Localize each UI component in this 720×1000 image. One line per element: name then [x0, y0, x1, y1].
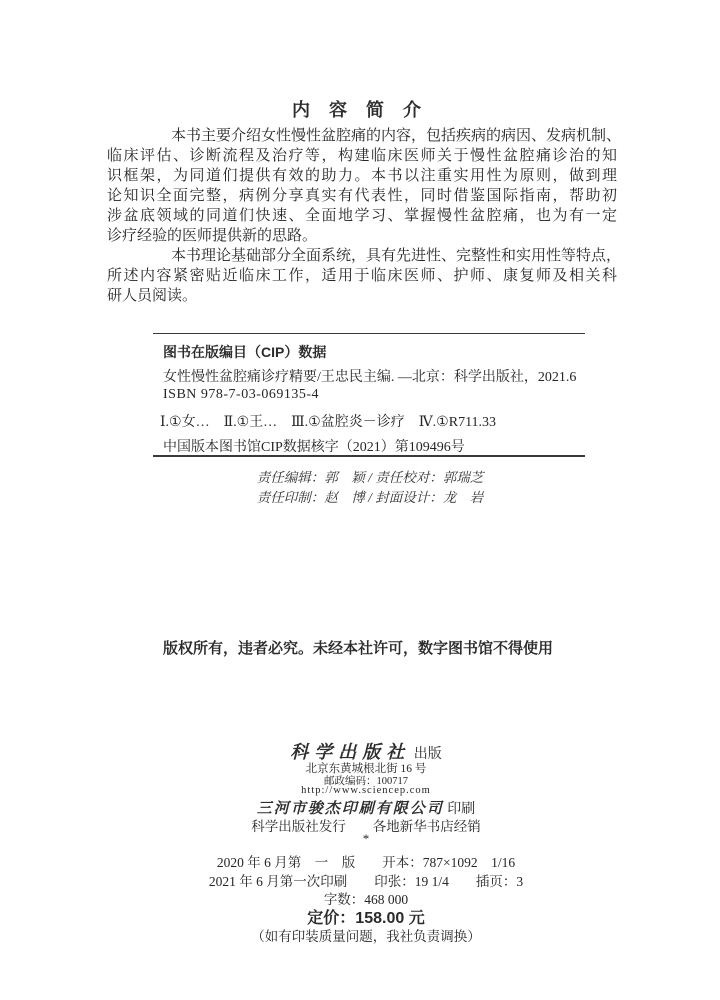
intro-line: 涉盆底领域的同道们快速、全面地学习、掌握慢性盆腔痛，也为有一定 [107, 208, 617, 224]
cip-registry-line: 中国版本图书馆CIP数据核字（2021）第109496号 [163, 440, 465, 455]
intro-line: 本书理论基础部分全面系统，具有先进性、完整性和实用性等特点， [171, 248, 622, 264]
price-line: 定价：158.00 元 [307, 910, 425, 927]
cip-isbn-line: ISBN 978-7-03-069135-4 [163, 387, 320, 402]
intro-line: 本书主要介绍女性慢性盆腔痛的内容，包括疾病的病因、发病机制、 [171, 128, 622, 144]
intro-line: 研人员阅读。 [107, 288, 198, 304]
intro-line: 论知识全面完整，病例分享真实有代表性，同时借鉴国际指南，帮助初 [107, 188, 617, 204]
separator-asterisk: * [362, 831, 370, 846]
editor-credits-line-2: 责任印制：赵 博 / 封面设计：龙 岩 [256, 490, 484, 505]
intro-line: 临床评估、诊断流程及治疗等，构建临床医师关于慢性盆腔痛诊治的知 [107, 148, 617, 164]
exchange-note: （如有印装质量问题，我社负责调换） [251, 929, 481, 944]
printer-name-script: 三河市骏杰印刷有限公司 [256, 801, 444, 817]
postal-code: 邮政编码：100717 [324, 776, 408, 787]
editor-credits-line-1: 责任编辑：郭 颖 / 责任校对：郭瑞芝 [256, 470, 484, 485]
intro-paragraphs [107, 126, 622, 306]
copyright-notice: 版权所有，违者必究。未经本社许可，数字图书馆不得使用 [162, 640, 554, 657]
distribution-line: 科学出版社发行 各地新华书店经销 [251, 819, 481, 834]
intro-title: 内 容 简 介 [291, 100, 428, 120]
printing-line: 2021 年 6 月第一次印刷 印张：19 1/4 插页：3 [208, 874, 524, 889]
edition-line: 2020 年 6 月第 一 版 开本：787×1092 1/16 [216, 855, 516, 870]
cip-header: 图书在版编目（CIP）数据 [163, 344, 327, 360]
publisher-website: http://www.sciencep.com [301, 785, 431, 796]
word-count-line: 字数：468 000 [323, 892, 409, 907]
cip-title-line: 女性慢性盆腔痛诊疗精要/王忠民主编. —北京：科学出版社，2021.6 [163, 370, 577, 385]
printer-suffix: 印刷 [443, 802, 476, 817]
cip-box-bottom-rule [153, 455, 585, 457]
publisher-address: 北京东黄城根北街 16 号 [305, 763, 427, 775]
cip-box-top-rule [153, 333, 585, 334]
intro-line: 所述内容紧密贴近临床工作，适用于临床医师、护师、康复师及相关科 [107, 268, 617, 284]
cip-classification-line: Ⅰ.①女… Ⅱ.①王… Ⅲ.①盆腔炎－诊疗 Ⅳ.①R711.33 [160, 415, 497, 430]
publisher-suffix: 出版 [410, 747, 442, 762]
publisher-name-script: 科学出版社 [290, 742, 411, 762]
intro-line: 识框架，为同道们提供有效的助力。本书以注重实用性为原则，做到理 [107, 168, 617, 184]
intro-line: 诊疗经验的医师提供新的思路。 [107, 228, 318, 244]
